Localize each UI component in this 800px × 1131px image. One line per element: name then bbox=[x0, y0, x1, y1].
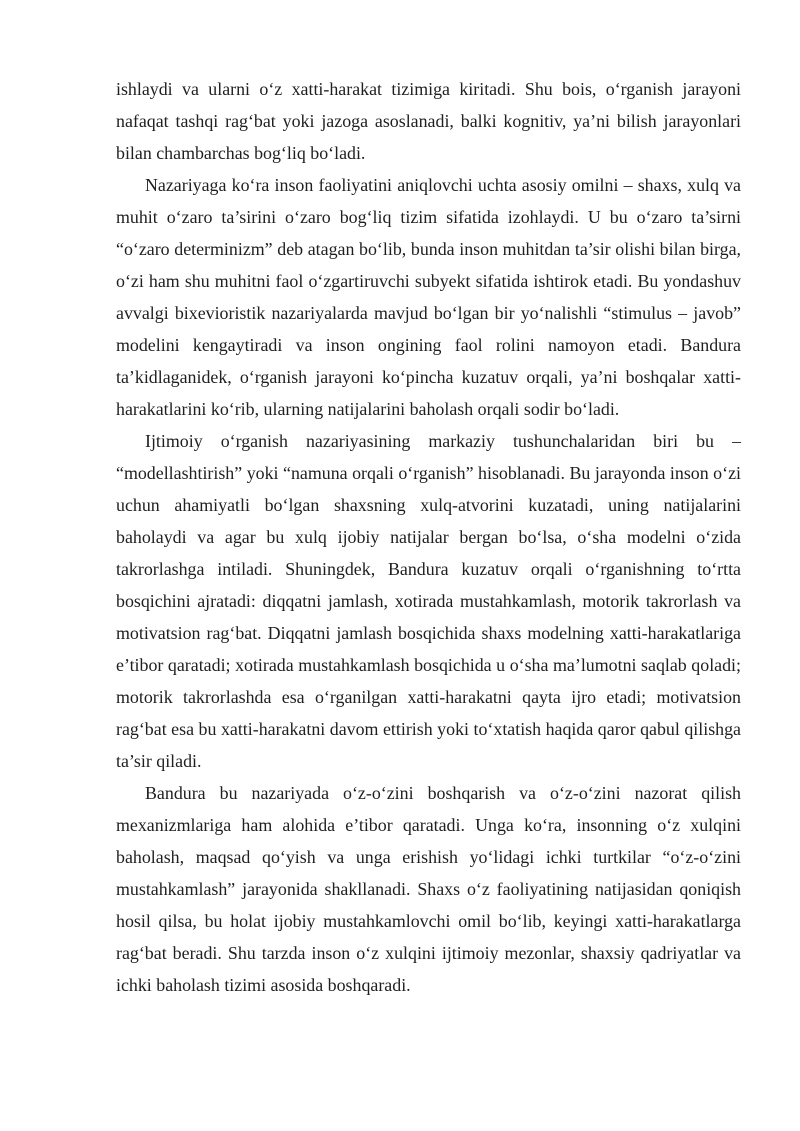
paragraph-modeling: Ijtimoiy o‘rganish nazariyasining markaziy tushunchalaridan biri bu – “modellashtirish” yoki “namuna orqali o‘rganish” hisoblanadi. Bu jarayonda inson o‘zi uchun ahamiyatli bo‘lgan shaxsning xulq-atvorini kuzatadi, uning natijalarini baholaydi va agar bu xulq ijobiy natijalar bergan bo‘lsa, o‘sha modelni o‘zida takrorlashga intiladi. Shuningdek, Bandura kuzatuv orqali o‘rganishning to‘rtta bosqichini ajratadi: diqqatni jamlash, xotirada mustahkamlash, motorik takrorlash va motivatsion rag‘bat. Diqqatni jamlash bosqichida shaxs modelning xatti-harakatlariga e’tibor qaratadi; xotirada mustahkamlash bosqichida u o‘sha ma’lumotni saqlab qoladi; motorik takrorlashda esa o‘rganilgan xatti-harakatni qayta ijro etadi; motivatsion rag‘bat esa bu xatti-harakatni davom ettirish yoki to‘xtatish haqida qaror qabul qilishga ta’sir qiladi. bbox=[116, 431, 741, 771]
body-text bbox=[116, 73, 741, 1001]
paragraph-continuation: ishlaydi va ularni o‘z xatti-harakat tizimiga kiritadi. Shu bois, o‘rganish jarayoni nafaqat tashqi rag‘bat yoki jazoga asoslanadi, balki kognitiv, ya’ni bilish jarayonlari bilan chambarchas bog‘liq bo‘ladi. bbox=[116, 79, 741, 163]
paragraph-reciprocal-determinism: Nazariyaga ko‘ra inson faoliyatini aniqlovchi uchta asosiy omilni – shaxs, xulq va muhit o‘zaro ta’sirini o‘zaro bog‘liq tizim sifatida izohlaydi. U bu o‘zaro ta’sirni “o‘zaro determinizm” deb atagan bo‘lib, bunda inson muhitdan ta’sir olishi bilan birga, o‘zi ham shu muhitni faol o‘zgartiruvchi subyekt sifatida ishtirok etadi. Bu yondashuv avvalgi bixevioristik nazariyalarda mavjud bo‘lgan bir yo‘nalishli “stimulus – javob” modelini kengaytiradi va inson ongining faol rolini namoyon etadi. Bandura ta’kidlaganidek, o‘rganish jarayoni ko‘pincha kuzatuv orqali, ya’ni boshqalar xatti-harakatlarini ko‘rib, ularning natijalarini baholash orqali sodir bo‘ladi. bbox=[116, 175, 741, 419]
paragraph-self-regulation: Bandura bu nazariyada o‘z-o‘zini boshqarish va o‘z-o‘zini nazorat qilish mexanizmlariga ham alohida e’tibor qaratadi. Unga ko‘ra, insonning o‘z xulqini baholash, maqsad qo‘yish va unga erishish yo‘lidagi ichki turtkilar “o‘z-o‘zini mustahkamlash” jarayonida shakllanadi. Shaxs o‘z faoliyatining natijasidan qoniqish hosil qilsa, bu holat ijobiy mustahkamlovchi omil bo‘lib, keyingi xatti-harakatlarga rag‘bat beradi. Shu tarzda inson o‘z xulqini ijtimoiy mezonlar, shaxsiy qadriyatlar va ichki baholash tizimi asosida boshqaradi. bbox=[116, 783, 741, 995]
